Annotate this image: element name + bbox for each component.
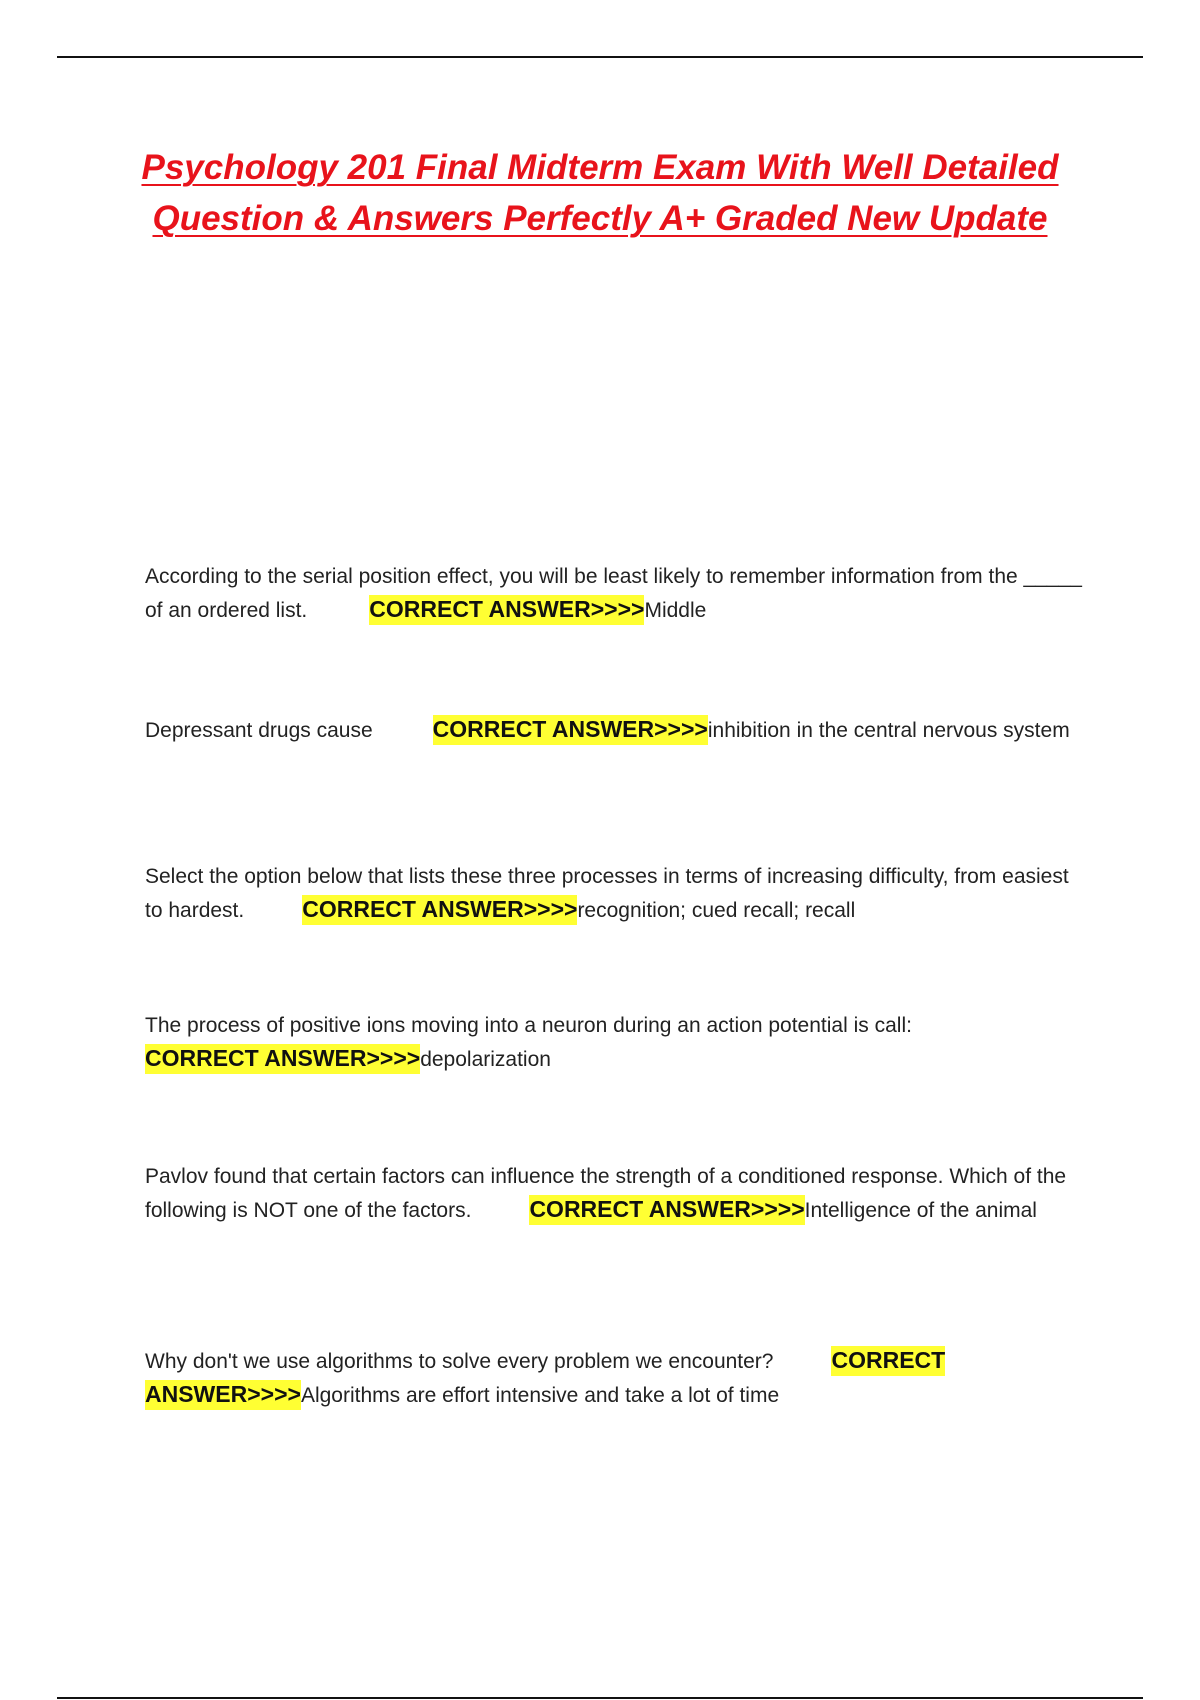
qa-item-5 [145,1160,1095,1227]
question-text: The process of positive ions moving into a neuron during an action potential is call: [145,1014,912,1037]
answer-text: depolarization [420,1048,551,1071]
question-text: Pavlov found that certain factors can influence the strength of a conditioned response. Which of the following is NOT one of the factors. [145,1165,1067,1222]
answer-text: Middle [644,599,707,622]
correct-answer-label: CORRECT ANSWER>>>> [433,715,708,745]
question-text: Select the option below that lists these three processes in terms of increasing difficulty, from easiest to hardest. [145,865,1069,922]
title-line-2: Question & Answers Perfectly A+ Graded New Update [152,199,1048,238]
qa-item-4 [145,1009,1035,1076]
footer-rule [57,1697,1143,1699]
correct-answer-label: CORRECT ANSWER>>>> [145,1044,420,1074]
correct-answer-label: CORRECT ANSWER>>>> [145,1346,945,1410]
document-title [120,142,1080,244]
answer-text: inhibition in the central nervous system [707,719,1070,742]
answer-text: recognition; cued recall; recall [577,899,856,922]
correct-answer-label: CORRECT ANSWER>>>> [302,895,577,925]
question-text: Depressant drugs cause [145,719,373,742]
title-line-1: Psychology 201 Final Midterm Exam With Well Detailed [141,148,1059,187]
qa-item-2 [145,713,1075,747]
qa-item-6 [145,1344,1005,1412]
question-text: Why don't we use algorithms to solve every problem we encounter? [145,1350,774,1373]
correct-answer-label: CORRECT ANSWER>>>> [369,595,644,625]
question-text: According to the serial position effect, you will be least likely to remember information from the _____ of an ordered list. [145,565,1082,622]
qa-item-1 [145,560,1095,627]
qa-item-3 [145,860,1075,927]
header-rule [57,56,1143,58]
answer-text: Intelligence of the animal [804,1199,1037,1222]
answer-text: Algorithms are effort intensive and take a lot of time [300,1384,780,1407]
correct-answer-label: CORRECT ANSWER>>>> [529,1195,804,1225]
